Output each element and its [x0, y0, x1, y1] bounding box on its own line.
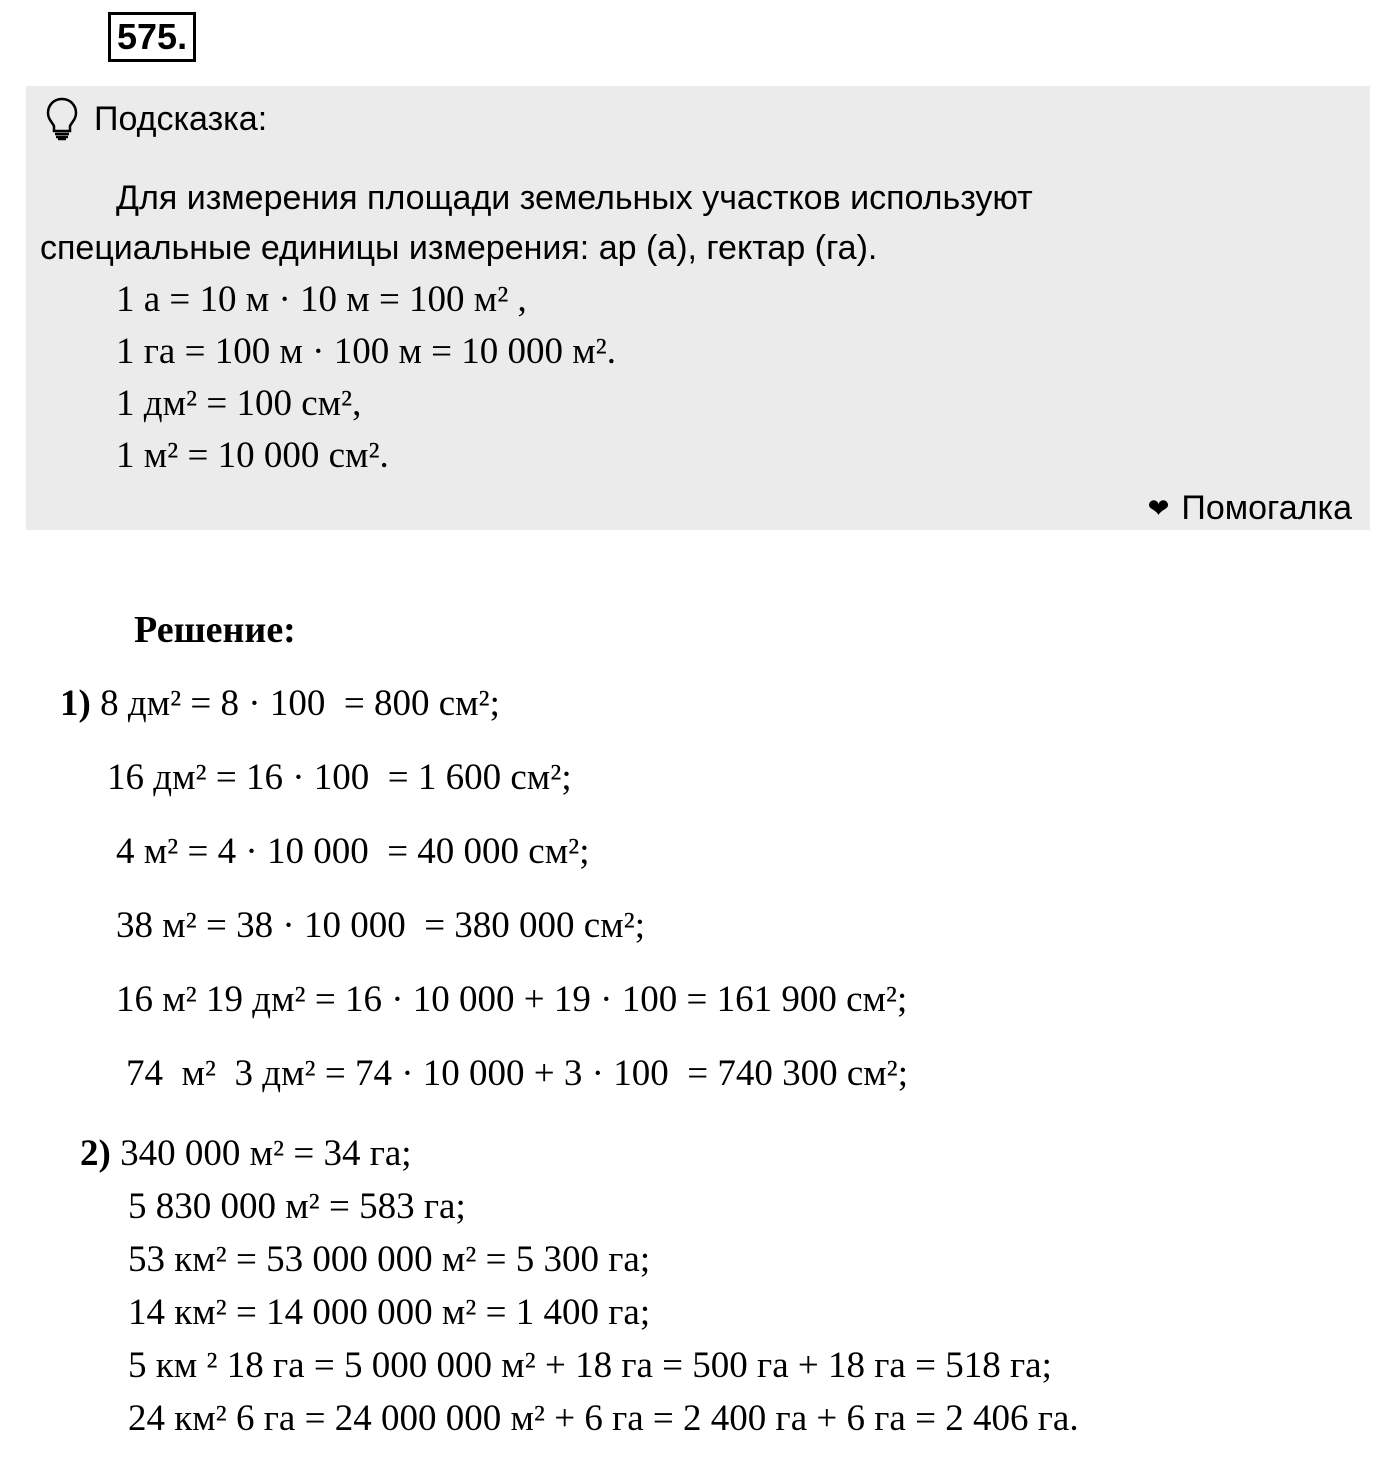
formula-line: 1 га = 100 м · 100 м = 10 000 м².	[116, 331, 616, 372]
heart-icon: ❤	[1147, 493, 1170, 523]
formula-line: 1 дм² = 100 см²,	[116, 383, 362, 424]
part-2-line: 24 км² 6 га = 24 000 000 м² + 6 га = 2 400 га + 6 га = 2 406 га.	[128, 1398, 1079, 1439]
part-1-line: 74 м² 3 дм² = 74 · 10 000 + 3 · 100 = 740 300 см²;	[126, 1053, 909, 1094]
hint-header	[44, 94, 267, 144]
part-2-line: 5 км ² 18 га = 5 000 000 м² + 18 га = 500 га + 18 га = 518 га;	[128, 1345, 1052, 1386]
formula-line: 1 а = 10 м · 10 м = 100 м² ,	[116, 279, 527, 320]
formula-line: 1 м² = 10 000 см².	[116, 435, 389, 476]
solution-line	[60, 678, 500, 730]
part-2-label: 2)	[80, 1133, 111, 1174]
part-1-line: 16 дм² = 16 · 100 = 1 600 см²;	[107, 757, 572, 798]
part-1-line: 8 дм² = 8 · 100 = 800 см²;	[100, 683, 500, 724]
credit-label: Помогалка	[1181, 489, 1352, 527]
credit	[1148, 486, 1352, 530]
part-1-line: 4 м² = 4 · 10 000 = 40 000 см²;	[116, 831, 590, 872]
solution-title: Решение:	[134, 609, 296, 651]
part-2-line: 14 км² = 14 000 000 м² = 1 400 га;	[128, 1292, 651, 1333]
part-2-line: 340 000 м² = 34 га;	[120, 1133, 412, 1174]
part-1-line: 38 м² = 38 · 10 000 = 380 000 см²;	[116, 905, 646, 946]
part-2-line: 5 830 000 м² = 583 га;	[128, 1186, 466, 1227]
task-number: 575.	[108, 12, 196, 62]
lightbulb-icon	[44, 96, 80, 142]
part-1-line: 16 м² 19 дм² = 16 · 10 000 + 19 · 100 = 161 900 см²;	[116, 979, 908, 1020]
solution-line	[80, 1128, 412, 1180]
part-2-line: 53 км² = 53 000 000 м² = 5 300 га;	[128, 1239, 651, 1280]
part-1-label: 1)	[60, 683, 91, 724]
hint-title: Подсказка:	[94, 100, 268, 138]
hint-paragraph-line-1: Для измерения площади земельных участков используют	[116, 179, 1033, 217]
hint-paragraph-line-2: специальные единицы измерения: ар (а), гектар (га).	[40, 229, 878, 267]
